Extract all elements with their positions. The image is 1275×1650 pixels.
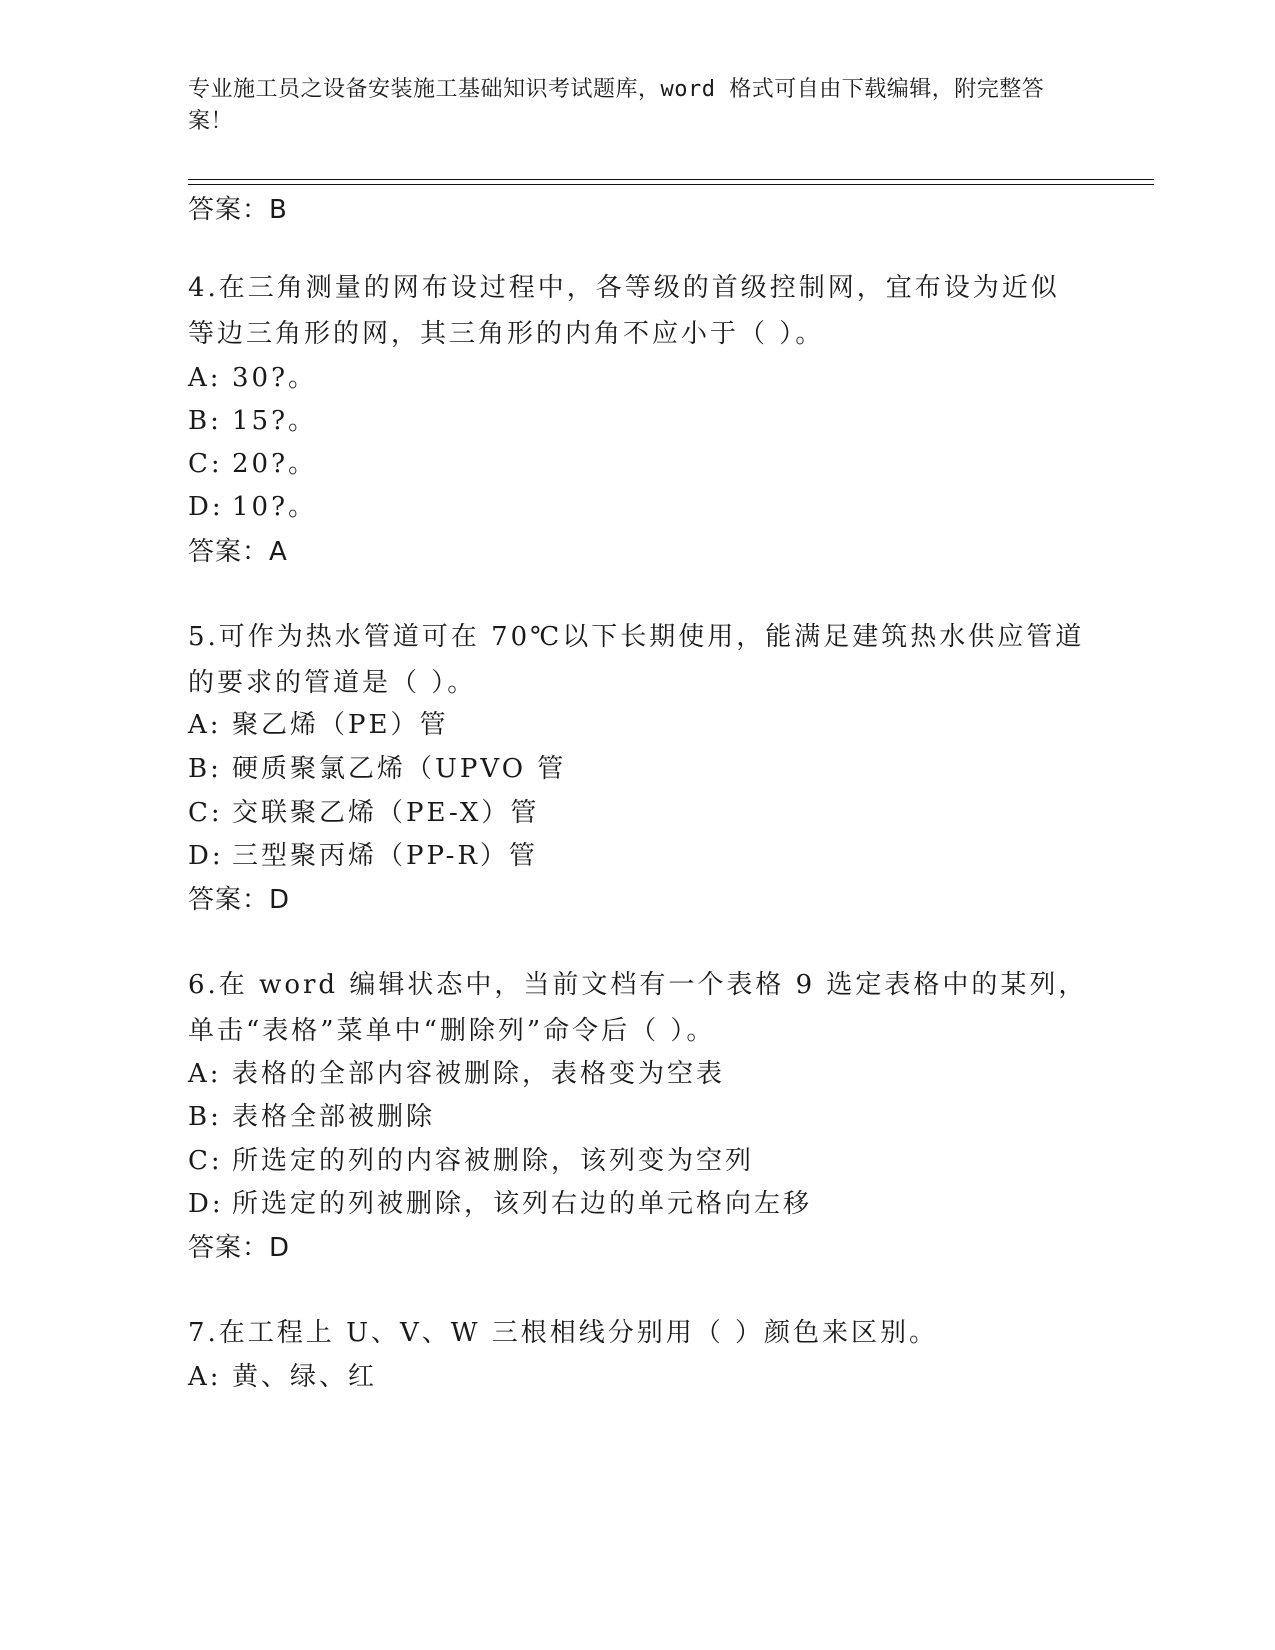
option-label: D:	[188, 1189, 224, 1219]
option-text: 所选定的列被删除，该列右边的单元格向左移	[232, 1189, 813, 1219]
option-label: D:	[188, 841, 224, 871]
option-text: 三型聚丙烯（PP-R）管	[232, 841, 538, 871]
option-label: A:	[188, 710, 222, 740]
question-5-option-b	[188, 752, 566, 786]
option-label: B:	[188, 754, 222, 784]
question-7-option-a	[188, 1360, 377, 1394]
option-label: C:	[188, 449, 223, 479]
option-text: 10?。	[232, 492, 318, 522]
answer-q3: 答案：B	[188, 195, 288, 225]
question-5-stem: 5.可作为热水管道可在 70℃以下长期使用，能满足建筑热水供应管道的要求的管道是（ ）。	[188, 622, 1085, 698]
question-4-option-d	[188, 490, 317, 524]
question-6-stem: 6.在 word 编辑状态中，当前文档有一个表格 9 选定表格中的某列，单击“表格”菜单中“删除列”命令后（ ）。	[188, 970, 1088, 1046]
option-label: B:	[188, 1102, 222, 1132]
option-text: 30?。	[232, 363, 318, 393]
option-text: 交联聚乙烯（PE-X）管	[232, 798, 540, 828]
answer-q5: 答案：D	[188, 885, 291, 915]
answer-q6: 答案：D	[188, 1233, 291, 1263]
question-6-option-a	[188, 1057, 725, 1091]
question-4-option-b	[188, 404, 317, 438]
option-text: 20?。	[232, 449, 318, 479]
option-label: A:	[188, 1059, 222, 1089]
question-4-option-c	[188, 447, 317, 481]
question-5-option-a	[188, 708, 448, 742]
option-text: 表格全部被删除	[232, 1102, 436, 1132]
option-label: C:	[188, 1146, 223, 1176]
question-6-option-d	[188, 1187, 812, 1221]
header-rule-bottom	[188, 184, 1154, 185]
question-7-stem: 7.在工程上 U、V、W 三根相线分别用（ ）颜色来区别。	[188, 1318, 939, 1348]
option-text: 所选定的列的内容被删除，该列变为空列	[232, 1146, 755, 1176]
option-label: D:	[188, 492, 224, 522]
question-5-option-c	[188, 796, 539, 830]
question-4-stem: 4.在三角测量的网布设过程中，各等级的首级控制网，宜布设为近似等边三角形的网，其三角形的内角不应小于（ ）。	[188, 273, 1060, 349]
page-header: 专业施工员之设备安装施工基础知识考试题库，word 格式可自由下载编辑，附完整答案！	[188, 77, 1045, 134]
option-label: B:	[188, 406, 222, 436]
option-text: 表格的全部内容被删除，表格变为空表	[232, 1059, 726, 1089]
option-text: 硬质聚氯乙烯（UPVO 管	[232, 754, 567, 784]
option-label: A:	[188, 363, 222, 393]
header-rule-top	[188, 179, 1154, 180]
question-6-option-c	[188, 1144, 754, 1178]
option-label: A:	[188, 1362, 222, 1392]
question-6-option-b	[188, 1100, 435, 1134]
option-label: C:	[188, 798, 223, 828]
question-5-option-d	[188, 839, 538, 873]
option-text: 黄、绿、红	[232, 1362, 378, 1392]
question-4-option-a	[188, 361, 317, 395]
option-text: 15?。	[232, 406, 318, 436]
option-text: 聚乙烯（PE）管	[232, 710, 449, 740]
answer-q4: 答案：A	[188, 537, 288, 567]
